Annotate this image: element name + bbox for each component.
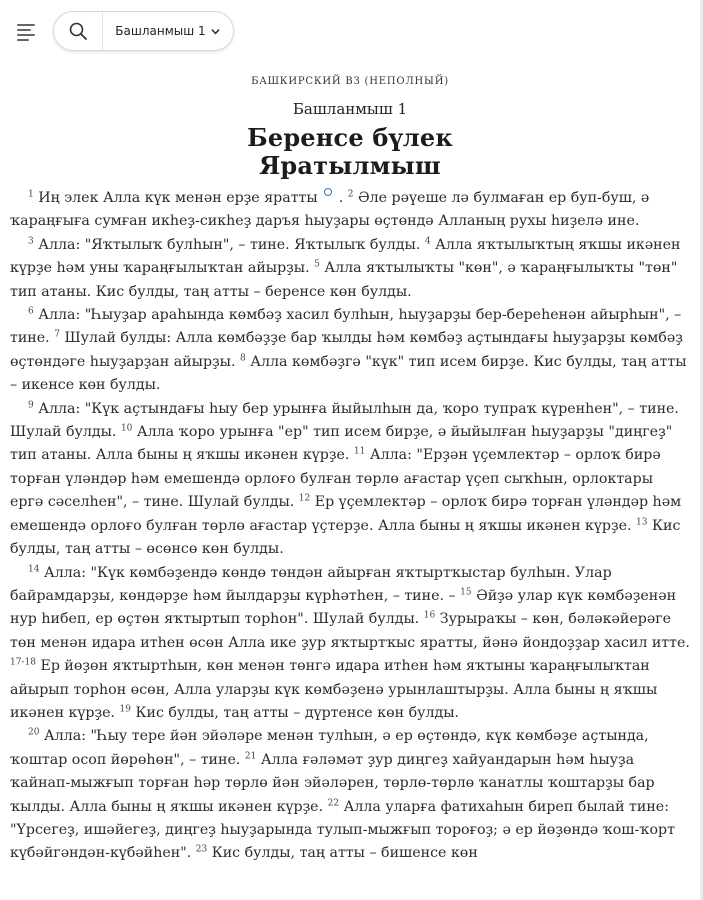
verse-number: 3: [28, 236, 34, 247]
verse-number: 4: [424, 236, 431, 247]
toolbar: [0, 0, 703, 60]
verse-text[interactable]: Алла ғәләмәт ҙур диңгеҙ хайуандарын һәм һыуҙа ҡайнап-мыжғып торған һәр төрлө йән эйәләрен, төрлө-төрлө ҡанатлы ҡоштарҙы бар ҡылды. Алла быны ң яҡшы икәнен күрҙе.: [10, 751, 655, 815]
verse-number: 10: [120, 423, 133, 434]
verse-text[interactable]: Ер йөҙөн яҡтыртһын, көн менән төнгә идара итһен һәм яҡтыны ҡараңғылыҡтан айырып торһон өсөн, Алла уларҙы күк көмбәҙенә урынлаштырҙы. Алла быны ң яҡшы икәнен күрҙе.: [10, 658, 658, 721]
verse-number: 5: [314, 259, 320, 270]
verse-text[interactable]: Ер үҫемлектәр – орлоҡ бирә торған үләндәр һәм емешендә орлоғо булған төрлө ағастар үҫтерҙе. Алла быны ң яҡшы икәнен күрҙе.: [10, 494, 682, 534]
chapter-heading: [10, 124, 690, 180]
verse-number: 1: [28, 189, 34, 200]
section-title: Башланмыш 1: [292, 100, 408, 118]
chevron-down-icon: [210, 26, 221, 37]
verse-number: 17-18: [10, 657, 36, 668]
verse-text[interactable]: Шулай булды: Алла көмбәҙҙе бар ҡылды һәм көмбәҙ аҫтындағы һыуҙарҙы көмбәҙ өҫтөндәге һыуҙарҙан айырҙы.: [10, 330, 683, 370]
verse-text[interactable]: Кис булды, таң атты – бишенсе көн: [211, 845, 478, 862]
verse-text[interactable]: Зурыраҡы – көн, бәләкәйерәге төн менән идара итһен өсөн Алла ике ҙур яҡтыртҡыс яратты, йәнә йондоҙҙар хасил итте.: [10, 611, 690, 651]
verse-text[interactable]: Алла: "Ерҙән үҫемлектәр – орлоҡ бирә торған үләндәр һәм емешендә орлоғо булған төрлө ағастар үҫеп сыҡһын, орлоктары ергә сәселһен", – тине. Шулай булды.: [10, 447, 661, 511]
verse-text[interactable]: Алла: "Һыу тере йән эйәләре менән тулһын, ә ер өҫтөндә, күк көмбәҙе аҫтында, ҡоштар осоп йөрөһөн", – тине.: [10, 728, 649, 768]
verse-text[interactable]: .: [338, 190, 344, 206]
verse-number: 13: [636, 516, 648, 527]
verse-number: 11: [353, 446, 366, 457]
menu-icon: [15, 21, 37, 43]
chapter-text: [10, 187, 690, 866]
verse-number: 6: [28, 306, 34, 317]
verse-text[interactable]: Кис булды, таң атты – дүртенсе көн булды.: [135, 704, 460, 721]
verse-text[interactable]: Алла: "Күк көмбәҙендә көндө төндән айырған яҡтыртҡыстар булһын. Улар байрамдарҙы, көндәрҙе һәм йылдарҙы күрһәтһен, – тине. –: [10, 564, 612, 604]
paragraph: [10, 725, 690, 865]
verse-text[interactable]: Әйҙә улар күк көмбәҙенән нур һибеп, ер өҫтөн яҡтыртып торһон". Шулай булды.: [10, 587, 677, 628]
verse-text[interactable]: Әле рәүеше лә булмаған ер буп-буш, ә ҡараңғыға сумған икһеҙ-сикһеҙ даръя һыуҙары өҫтөндә Алланың рухы һиҙелә ине.: [10, 190, 650, 230]
menu-button[interactable]: [14, 20, 38, 44]
verse-text[interactable]: Алла: "Яҡтылыҡ булһын", – тине. Яҡтылыҡ булды.: [38, 236, 421, 253]
book-chapter-label: Башланмыш 1: [115, 24, 206, 38]
verse-text[interactable]: Алла ҡоро урынға "ер" тип исем бирҙе, ә йыйылған һыуҙарҙы "диңгеҙ" тип атаны. Алла быны ң яҡшы икәнен күрҙе.: [10, 424, 673, 464]
verse-number: 23: [195, 844, 208, 855]
verse-number: 7: [54, 329, 60, 340]
verse-text[interactable]: Алла: "Һыуҙар араһында көмбәҙ хасил булһын, һыуҙарҙы бер-береһенән айырһын", – тине.: [10, 307, 682, 347]
verse-text[interactable]: Алла уларға фатихаһын биреп былай тине: "Үрсегеҙ, ишәйегеҙ, диңгеҙ һыуҙарында тулып-мыжғып тороғоҙ; ә ер йөҙөндә ҡош-ҡорт күбәйгәндән-күбәйһен".: [10, 798, 675, 862]
search-icon: [68, 21, 88, 41]
verse-number: 2: [347, 189, 354, 200]
heading-line-1: Беренсе бүлек: [247, 123, 453, 152]
version-name: БАШКИРСКИЙ ВЗ (НЕПОЛНЫЙ): [251, 76, 449, 87]
verse-text[interactable]: Алла яҡтылыҡтың яҡшы икәнен күрҙе һәм уны ҡараңғылыҡтан айырҙы.: [10, 236, 681, 277]
verse-number: 12: [298, 493, 311, 504]
verse-number: 22: [327, 797, 340, 808]
footnote-icon[interactable]: [324, 188, 332, 196]
paragraph: [10, 234, 690, 304]
verse-text[interactable]: Иң элек Алла күк менән ерҙе яратты: [38, 190, 318, 206]
verse-text[interactable]: Алла яҡтылыҡты "көн", ә ҡараңғылыҡты "төн" тип атаны. Кис булды, таң атты – беренсе көн булды.: [10, 260, 678, 300]
paragraph: [10, 398, 690, 562]
verse-text[interactable]: Алла көмбәҙгә "күк" тип исем бирҙе. Кис булды, таң атты – икенсе көн булды.: [10, 353, 687, 394]
verse-text[interactable]: Алла: "Күк аҫтындағы һыу бер урынға йыйылһын да, ҡоро тупраҡ күренһен", – тине. Шулай булды.: [10, 400, 679, 441]
verse-number: 15: [460, 587, 472, 598]
reader-content: [10, 60, 690, 866]
verse-number: 21: [244, 751, 257, 762]
verse-number: 19: [119, 704, 131, 715]
reference-selector: [53, 11, 234, 51]
paragraph: [10, 562, 690, 726]
verse-number: 14: [28, 563, 40, 574]
book-chapter-button[interactable]: [103, 24, 233, 38]
verse-number: 8: [240, 353, 246, 364]
verse-number: 20: [28, 727, 40, 738]
paragraph: [10, 304, 690, 398]
search-button[interactable]: [54, 12, 103, 50]
paragraph: [10, 187, 690, 234]
verse-text[interactable]: Кис булды, таң атты – өсөнсө көн булды.: [10, 517, 681, 558]
heading-line-2: Яратылмыш: [259, 151, 441, 180]
verse-number: 9: [28, 399, 34, 410]
verse-number: 16: [423, 610, 436, 621]
